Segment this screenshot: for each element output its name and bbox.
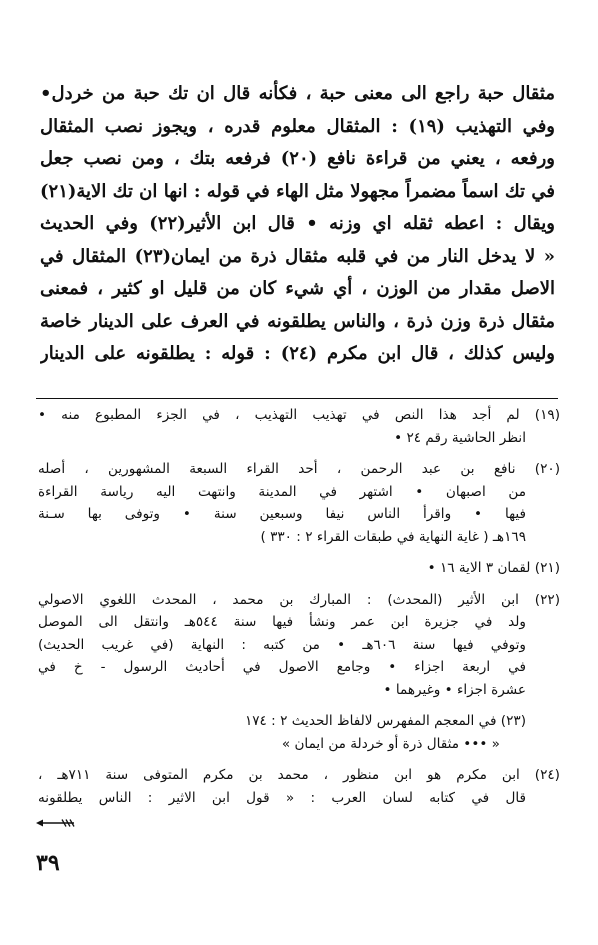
footnote-line: من اصبهان • اشتهر في المدينة وانتهت اليه رياسة القراءة xyxy=(38,483,526,500)
footnote-19 xyxy=(38,404,560,449)
footnote-line: (٢١) لقمان ٣ الاية ١٦ • xyxy=(427,560,560,576)
main-text-block xyxy=(40,78,555,371)
footnote-line: (١٩) لم أجد هذا النص في تهذيب التهذيب ، في الجزء المطبوع منه • xyxy=(38,407,560,423)
main-text-line: وليس كذلك ، قال ابن مكرم (٢٤) : قوله : يطلقونه على الدينار xyxy=(40,343,555,364)
continuation-arrow-icon xyxy=(36,813,76,823)
footnote-24 xyxy=(38,764,560,809)
footnote-line: (٢٠) نافع بن عبد الرحمن ، أحد القراء السبعة المشهورين ، أصله xyxy=(38,461,560,477)
footnote-line: (٢٣) في المعجم المفهرس لالفاظ الحديث ٢ : ١٧٤ xyxy=(244,713,526,729)
footnote-line: في اربعة اجزاء • وجامع الاصول في أحاديث الرسول - خ في xyxy=(38,659,526,675)
main-text-line: « لا يدخل النار من في قلبه مثقال ذرة من ايمان(٢٣) المثقال في xyxy=(40,245,555,267)
footnote-20 xyxy=(38,458,560,548)
footnote-line: انظر الحاشية رقم ٢٤ • xyxy=(394,429,526,446)
main-text-line: الاصل مقدار من الوزن ، أي شيء كان من قليل او كثير ، فمعنى xyxy=(40,278,555,299)
main-text-line: وفي التهذيب (١٩) : المثقال معلوم قدره ، ويجوز نصب المثقال xyxy=(40,115,555,137)
footnote-line: وتوفي فيها سنة ٦٠٦هـ • من كتبه : النهاية (في غريب الحديث) xyxy=(38,636,526,653)
footnote-divider xyxy=(36,398,558,399)
footnote-21 xyxy=(38,557,560,580)
main-text-line: في تك اسماً مضمراً مجهولا مثل الهاء في قوله : انها ان تك الاية(٢١) xyxy=(40,180,555,202)
footnote-line: عشرة اجزاء • وغيرهما • xyxy=(383,681,526,698)
footnote-line: « ••• مثقال ذرة أو خردلة من ايمان » xyxy=(281,735,500,752)
footnotes-section xyxy=(38,404,560,818)
main-text-line: مثقال ذرة وزن ذرة ، والناس يطلقونه في العرف على الدينار خاصة xyxy=(40,310,555,332)
main-text-line: ويقال : اعطه ثقله اي وزنه • قال ابن الأثير(٢٢) وفي الحديث xyxy=(40,213,555,234)
footnote-23 xyxy=(38,710,560,755)
main-text-line: مثقال حبة راجع الى معنى حبة ، فكأنه قال ان تك حبة من خردل• xyxy=(40,83,555,104)
page-number: ٣٩ xyxy=(36,850,60,876)
footnote-line: ولد في جزيرة ابن عمر ونشأ فيها سنة ٥٤٤هـ وانتقل الى الموصل xyxy=(38,614,526,630)
footnote-line: قال في كتابه لسان العرب : « قول ابن الاثير : الناس يطلقونه xyxy=(38,789,526,806)
main-text-line: ورفعه ، يعني من قراءة نافع (٢٠) فرفعه بتك ، ومن نصب جعل xyxy=(40,148,555,169)
footnote-line: ١٦٩هـ ( غاية النهاية في طبقات القراء ٢ : ٣٣٠ ) xyxy=(260,528,526,545)
footnote-line: فيها • واقرأ الناس نيفا وسبعين سنة • وتوفى بها سـنة xyxy=(38,506,526,522)
footnote-line: (٢٤) ابن مكرم هو ابن منظور ، محمد بن مكرم المتوفى سنة ٧١١هـ ، xyxy=(38,767,560,783)
footnote-22 xyxy=(38,589,560,702)
footnote-line: (٢٢) ابن الأثير (المحدث) : المبارك بن محمد ، المحدث اللغوي الاصولي xyxy=(38,591,560,608)
